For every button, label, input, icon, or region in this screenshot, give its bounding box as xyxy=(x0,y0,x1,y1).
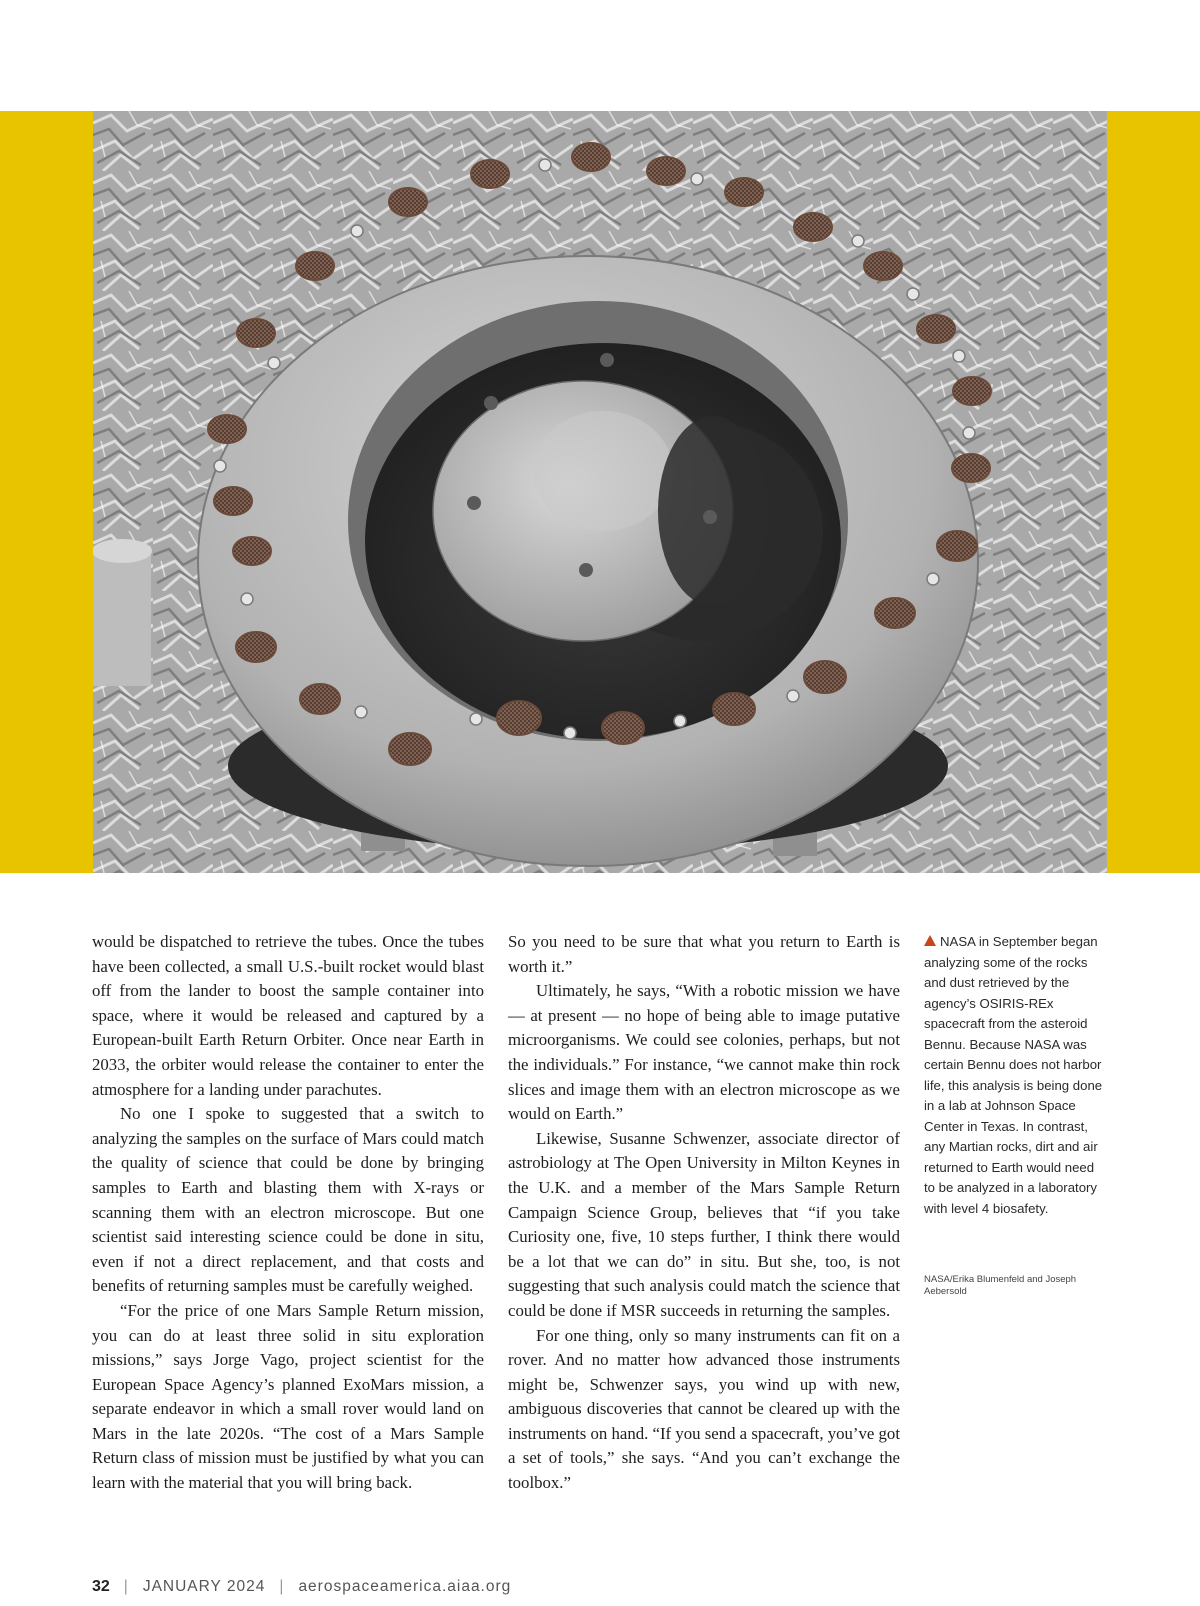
paragraph: Ultimately, he says, “With a robotic mission we have — at present — no hope of being able to image putative microorganisms. We could see colonies, perhaps, but not the individuals.” For instance, “we cannot make thin rock slices and image them with an electron microscope as we would on Earth.” xyxy=(508,981,900,1124)
photo-credit: NASA/Erika Blumenfeld and Joseph Aebersold xyxy=(924,1274,1077,1297)
paragraph: No one I spoke to suggested that a switch to analyzing the samples on the surface of Mars could match the quality of science that could be done by bringing samples to Earth and blasting them with X-rays or scanning them with an electron microscope. But one scientist said interesting science could be done in situ, even if not a direct replacement, and that costs and benefits of returning samples must be carefully weighed. xyxy=(92,1104,484,1296)
photo-caption xyxy=(924,932,1104,1219)
footer-separator: | xyxy=(279,1578,285,1595)
paragraph: would be dispatched to retrieve the tubes. Once the tubes have been collected, a small U.S.-built rocket would blast off from the lander to boost the sample container into space, where it would be released and captured by a European-built Earth Return Orbiter. Once near Earth in 2033, the orbiter would release the container to enter the atmosphere for a landing under parachutes. xyxy=(92,932,484,1099)
triangle-up-icon xyxy=(924,935,936,946)
paragraph: “For the price of one Mars Sample Return mission, you can do at least three solid in situ exploration missions,” says Jorge Vago, project scientist for the European Space Agency’s planned ExoMars mission, a separate endeavor in which a small rover would land on Mars in the late 2020s. “The cost of a Mars Sample Return class of mission must be justified by what you can learn with the material that you will bring back. xyxy=(92,1300,484,1493)
issue-date: JANUARY 2024 xyxy=(142,1578,266,1595)
page-footer xyxy=(92,1578,511,1596)
article-column-1 xyxy=(92,930,484,1496)
canister-illustration xyxy=(93,111,1107,873)
paragraph: So you need to be sure that what you return to Earth is worth it.” xyxy=(508,932,900,976)
paragraph: For one thing, only so many instruments can fit on a rover. And no matter how advanced those instruments might be, Schwenzer says, you wind up with new, ambiguous discoveries that cannot be cleared up with the instruments on hand. “If you send a spacecraft, you’ve got a set of tools,” she says. “And you can’t exchange the toolbox.” xyxy=(508,1325,900,1493)
paragraph: Likewise, Susanne Schwenzer, associate director of astrobiology at The Open University in Milton Keynes in the U.K. and a member of the Mars Sample Return Campaign Science Group, believes that “if you take Curiosity one, five, 10 steps further, I think there would be a lot that we can do” in situ. But she, too, is not suggesting that such analysis could match the science that could be done if MSR succeeds in returning the samples. xyxy=(508,1128,900,1320)
caption-text: NASA in September began analyzing some of the rocks and dust retrieved by the agency’s OSIRIS-REx spacecraft from the asteroid Bennu. Because NASA was certain Bennu does not harbor life, this analysis is being done in a lab at Johnson Space Center in Texas. In contrast, any Martian rocks, dirt and air returned to Earth would need to be analyzed in a laboratory with level 4 biosafety. xyxy=(924,934,1103,1216)
footer-separator: | xyxy=(123,1578,129,1595)
site-url[interactable]: aerospaceamerica.aiaa.org xyxy=(298,1578,512,1595)
article-column-2 xyxy=(508,930,900,1496)
sample-canister-photo xyxy=(93,111,1107,873)
page-number: 32 xyxy=(92,1578,110,1595)
